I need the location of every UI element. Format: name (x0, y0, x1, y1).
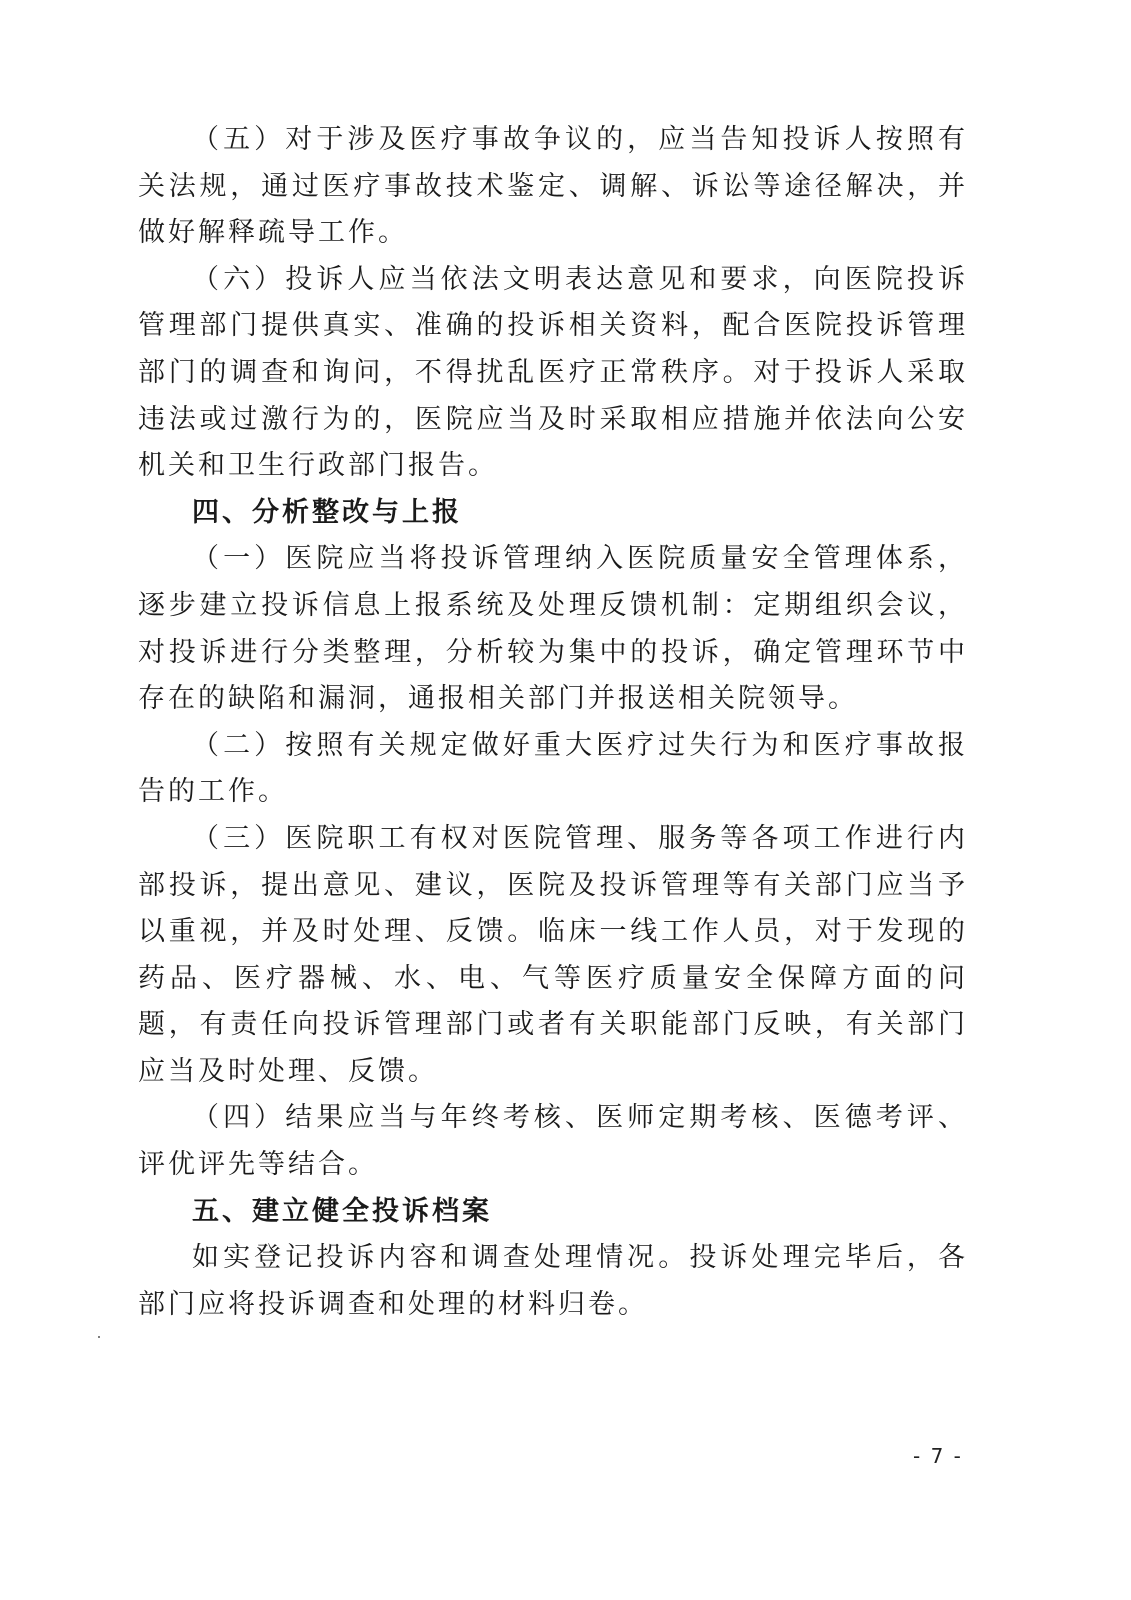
scan-speck (98, 1336, 100, 1338)
section-heading-5-complaint-archive: 五、建立健全投诉档案 (192, 1195, 492, 1227)
paragraph-item-1-quality-system: （一）医院应当将投诉管理纳入医院质量安全管理体系，逐步建立投诉信息上报系统及处理反馈机制：定期组织会议，对投诉进行分类整理，分析较为集中的投诉，确定管理环节中存在的缺陷和漏洞，通报相关部门并报送相关院领导。 (138, 543, 968, 715)
section-heading-4-analysis-reporting: 四、分析整改与上报 (192, 496, 462, 528)
paragraph-item-6-complainant-conduct: （六）投诉人应当依法文明表达意见和要求，向医院投诉管理部门提供真实、准确的投诉相关资料，配合医院投诉管理部门的调查和询问，不得扰乱医疗正常秩序。对于投诉人采取违法或过激行为的，医院应当及时采取相应措施并依法向公安机关和卫生行政部门报告。 (138, 263, 968, 482)
page-number: - 7 - (913, 1444, 963, 1468)
paragraph-item-4-assessment: （四）结果应当与年终考核、医师定期考核、医德考评、评优评先等结合。 (138, 1102, 968, 1181)
document-body (138, 117, 968, 1328)
paragraph-item-5-medical-dispute: （五）对于涉及医疗事故争议的，应当告知投诉人按照有关法规，通过医疗事故技术鉴定、调解、诉讼等途径解决，并做好解释疏导工作。 (138, 124, 968, 249)
paragraph-archive-records: 如实登记投诉内容和调查处理情况。投诉处理完毕后，各部门应将投诉调查和处理的材料归卷。 (138, 1242, 968, 1320)
paragraph-item-2-accident-report: （二）按照有关规定做好重大医疗过失行为和医疗事故报告的工作。 (138, 729, 968, 808)
paragraph-item-3-staff-complaints: （三）医院职工有权对医院管理、服务等各项工作进行内部投诉，提出意见、建议，医院及投诉管理等有关部门应当予以重视，并及时处理、反馈。临床一线工作人员，对于发现的药品、医疗器械、水、电、气等医疗质量安全保障方面的问题，有责任向投诉管理部门或者有关职能部门反映，有关部门应当及时处理、反馈。 (138, 822, 968, 1087)
